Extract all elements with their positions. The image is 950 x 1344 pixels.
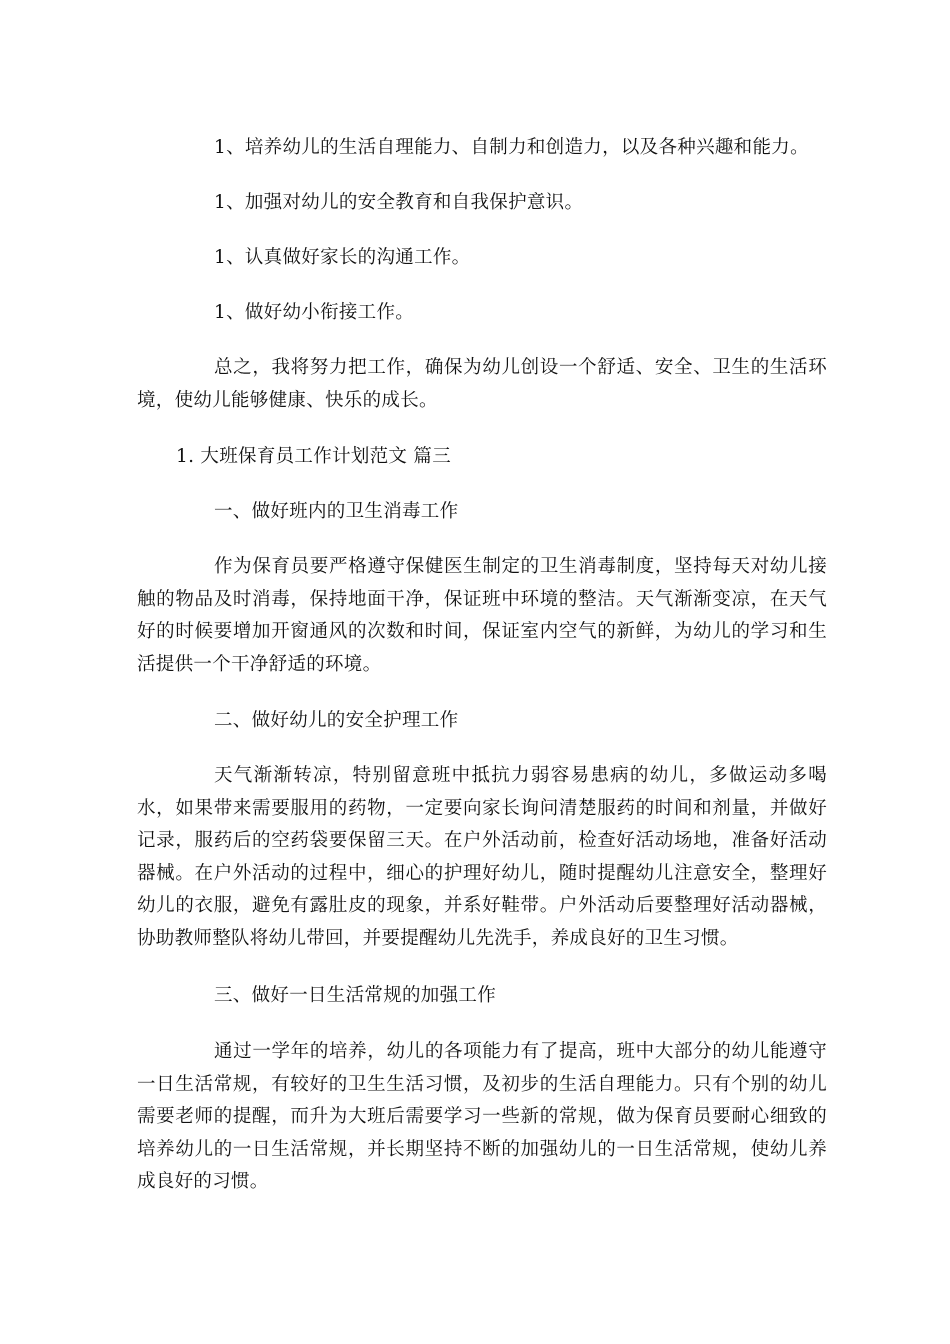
list-item: 1、加强对幼儿的安全教育和自我保护意识。 bbox=[214, 192, 584, 213]
section-heading: 二、做好幼儿的安全护理工作 bbox=[214, 710, 459, 731]
section-body: 通过一学年的培养，幼儿的各项能力有了提高，班中大部分的幼儿能遵守一日生活常规，有较好的卫生生活习惯，及初步的生活自理能力。只有个别的幼儿需要老师的提醒，而升为大班后需要学习一些新的常规，做为保育员要耐心细致的培养幼儿的一日生活常规，并长期坚持不断的加强幼儿的一日生活常规，使幼儿养成良好的习惯。 bbox=[137, 1041, 827, 1192]
list-item: 1、做好幼小衔接工作。 bbox=[214, 302, 415, 323]
section-body: 作为保育员要严格遵守保健医生制定的卫生消毒制度，坚持每天对幼儿接触的物品及时消毒，保持地面干净，保证班中环境的整洁。天气渐渐变凉，在天气好的时候要增加开窗通风的次数和时间，保证室内空气的新鲜，为幼儿的学习和生活提供一个干净舒适的环境。 bbox=[137, 556, 827, 675]
section-body: 天气渐渐转凉，特别留意班中抵抗力弱容易患病的幼儿，多做运动多喝水，如果带来需要服用的药物，一定要向家长询问清楚服药的时间和剂量，并做好记录，服药后的空药袋要保留三天。在户外活动前，检查好活动场地，准备好活动器械。在户外活动的过程中，细心的护理好幼儿，随时提醒幼儿注意安全，整理好幼儿的衣服，避免有露肚皮的现象，并系好鞋带。户外活动后要整理好活动器械，协助教师整队将幼儿带回，并要提醒幼儿先洗手，养成良好的卫生习惯。 bbox=[137, 765, 827, 949]
section-title: 1. 大班保育员工作计划范文 篇三 bbox=[176, 446, 452, 467]
section-heading: 三、做好一日生活常规的加强工作 bbox=[214, 985, 497, 1006]
conclusion-paragraph: 总之，我将努力把工作，确保为幼儿创设一个舒适、安全、卫生的生活环境，使幼儿能够健康、快乐的成长。 bbox=[137, 357, 827, 411]
list-item: 1、认真做好家长的沟通工作。 bbox=[214, 247, 471, 268]
section-heading: 一、做好班内的卫生消毒工作 bbox=[214, 501, 459, 522]
list-item: 1、培养幼儿的生活自理能力、自制力和创造力，以及各种兴趣和能力。 bbox=[214, 137, 809, 158]
